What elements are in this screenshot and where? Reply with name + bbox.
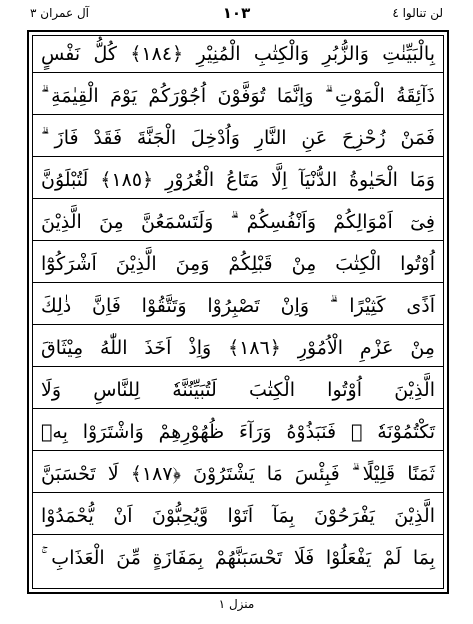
text-line: ثَمَنًا قَلِيْلًا ۗ فَبِئْسَ مَا يَشْتَرُوْنَ ﴿١٨٧﴾ لَا تَحْسَبَنَّ (33, 456, 443, 493)
page-number: ١٠٣ (222, 4, 251, 22)
text-line: وَمَا الْحَيٰوةُ الدُّنْيَآ اِلَّا مَتَاعُ الْغُرُوْرِ ﴿١٨٥﴾ لَتُبْلَوُنَّ (33, 162, 443, 199)
text-line: اُوْتُوا الْكِتٰبَ مِنْ قَبْلِكُمْ وَمِنَ الَّذِيْنَ اَشْرَكُوْٓا (33, 246, 443, 283)
text-line: ذَآئِقَةُ الْمَوْتِ ۗ وَاِنَّمَا تُوَفَّوْنَ اُجُوْرَكُمْ يَوْمَ الْقِيٰمَةِ ۗ (33, 78, 443, 115)
text-line: بِمَا لَمْ يَفْعَلُوْا فَلَا تَحْسَبَنَّهُمْ بِمَفَازَةٍ مِّنَ الْعَذَابِ ۚ (41, 547, 435, 569)
surah-name: آل عمران ٣ (30, 6, 89, 20)
text-line: اَذًى كَثِيْرًا ۗ وَاِنْ تَصْبِرُوْا وَتَتَّقُوْا فَاِنَّ ذٰلِكَ (33, 288, 443, 325)
text-frame (27, 30, 449, 594)
text-line: فِىٓ اَمْوَالِكُمْ وَاَنْفُسِكُمْ ۗ وَلَتَسْمَعُنَّ مِنَ الَّذِيْنَ (33, 204, 443, 241)
text-line: الَّذِيْنَ يَفْرَحُوْنَ بِمَآ اَتَوْا وَّيُحِبُّوْنَ اَنْ يُّحْمَدُوْا (33, 498, 443, 535)
text-line: فَمَنْ زُحْزِحَ عَنِ النَّارِ وَاُدْخِلَ الْجَنَّةَ فَقَدْ فَازَ ۗ (33, 120, 443, 157)
text-line: تَكْتُمُوْنَهٗ ۫ فَنَبَذُوْهُ وَرَآءَ ظُهُوْرِهِمْ وَاشْتَرَوْا بِهٖ (33, 414, 443, 451)
juz-name: لن تنالوا ٤ (392, 6, 443, 20)
text-line: بِالْبَيِّنٰتِ وَالزُّبُرِ وَالْكِتٰبِ الْمُنِيْرِ ﴿١٨٤﴾ كُلُّ نَفْسٍ (33, 36, 443, 73)
text-body (32, 35, 444, 589)
page-footer: منزل ١ (218, 597, 255, 611)
text-line: الَّذِيْنَ اُوْتُوا الْكِتٰبَ لَتُبَيِّنُنَّهٗ لِلنَّاسِ وَلَا (33, 372, 443, 409)
text-line: مِنْ عَزْمِ الْاُمُوْرِ ﴿١٨٦﴾ وَاِذْ اَخَذَ اللّٰهُ مِيْثَاقَ (33, 330, 443, 367)
page-header (0, 6, 473, 26)
